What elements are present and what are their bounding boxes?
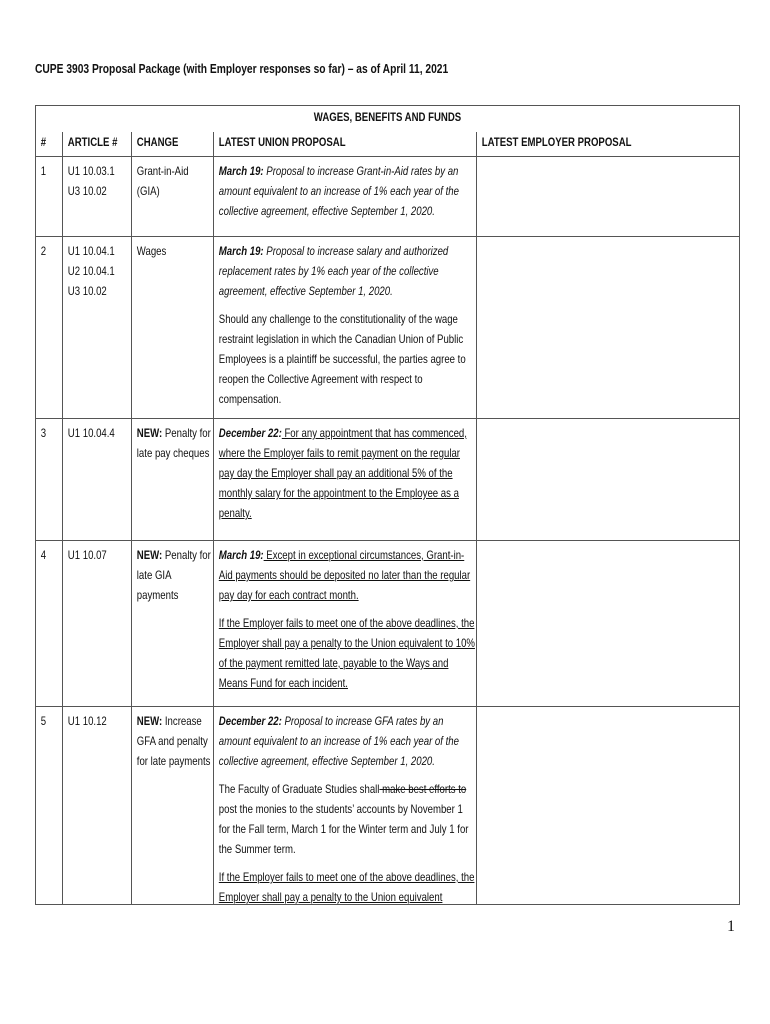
header-union-proposal: LATEST UNION PROPOSAL [214,132,477,157]
row-union-proposal: December 22: Proposal to increase GFA rates by an amount equivalent to an increase of 1% each year of the collective agreement, effective September 1, 2020. The Faculty of Graduate Studies shall make best efforts to post the monies to the students’ accounts by November 1 for the Fall term, March 1 for the Winter term and July 1 for the Summer term. If the Employer fails to meet one of the above deadlines, the Employer shall pay a penalty to the Union equivalent [218,714,475,904]
table-row [36,541,740,707]
row-num: 4 [40,548,47,562]
proposal-table [35,105,740,905]
banner-text: WAGES, BENEFITS AND FUNDS [313,110,462,124]
row-num: 1 [40,164,47,178]
row-union-proposal: December 22: For any appointment that has commenced, where the Employer fails to remit payment on the regular pay day the Employer shall pay an additional 5% of the monthly salary for the appointment to the Employee as a penalty. [218,426,467,520]
row-employer-proposal [477,419,740,541]
header-article: ARTICLE # [63,132,132,157]
row-union-proposal: March 19: Except in exceptional circumstances, Grant-in-Aid payments should be deposited no later than the regular pay day for each contract month. If the Employer fails to meet one of the above deadlines, the Employer shall pay a penalty to the Union equivalent to 10% of the payment remitted late, payable to the Ways and Means Fund for each incident. [218,548,475,690]
row-employer-proposal [477,707,740,905]
header-change: CHANGE [132,132,214,157]
header-num: # [36,132,63,157]
row-change: NEW: Penalty for late pay cheques [136,426,211,460]
row-employer-proposal [477,541,740,707]
row-union-proposal: March 19: Proposal to increase Grant-in-Aid rates by an amount equivalent to an increase of 1% each year of the collective agreement, effective September 1, 2020. [218,164,459,218]
table-row [36,237,740,419]
row-num: 2 [40,244,47,258]
row-employer-proposal [477,237,740,419]
table-row [36,707,740,905]
row-article: U1 10.12 [67,714,107,728]
row-article: U1 10.04.1 U2 10.04.1 U3 10.02 [67,244,115,298]
row-change: NEW: Penalty for late GIA payments [136,548,211,602]
table-row [36,419,740,541]
row-employer-proposal [477,157,740,237]
row-article: U1 10.04.4 [67,426,115,440]
table-banner [36,106,740,133]
row-article: U1 10.07 [67,548,107,562]
row-num: 5 [40,714,47,728]
row-article: U1 10.03.1 U3 10.02 [67,164,115,198]
header-employer-proposal: LATEST EMPLOYER PROPOSAL [477,132,740,157]
row-change: Grant-in-Aid (GIA) [136,164,189,198]
row-num: 3 [40,426,47,440]
table-row [36,157,740,237]
row-union-proposal: March 19: Proposal to increase salary and authorized replacement rates by 1% each year of the collective agreement, effective September 1, 2020. Should any challenge to the constitutionality of the wage restraint legislation in which the Canadian Union of Public Employees is a plaintiff be successful, the parties agree to reopen the Collective Agreement with respect to compensation. [218,244,466,406]
row-change: Wages [136,244,167,258]
row-change: NEW: Increase GFA and penalty for late payments [136,714,211,768]
page-number: 1 [727,918,735,935]
document-title: CUPE 3903 Proposal Package (with Employer responses so far) – as of April 11, 2021 [35,62,449,76]
